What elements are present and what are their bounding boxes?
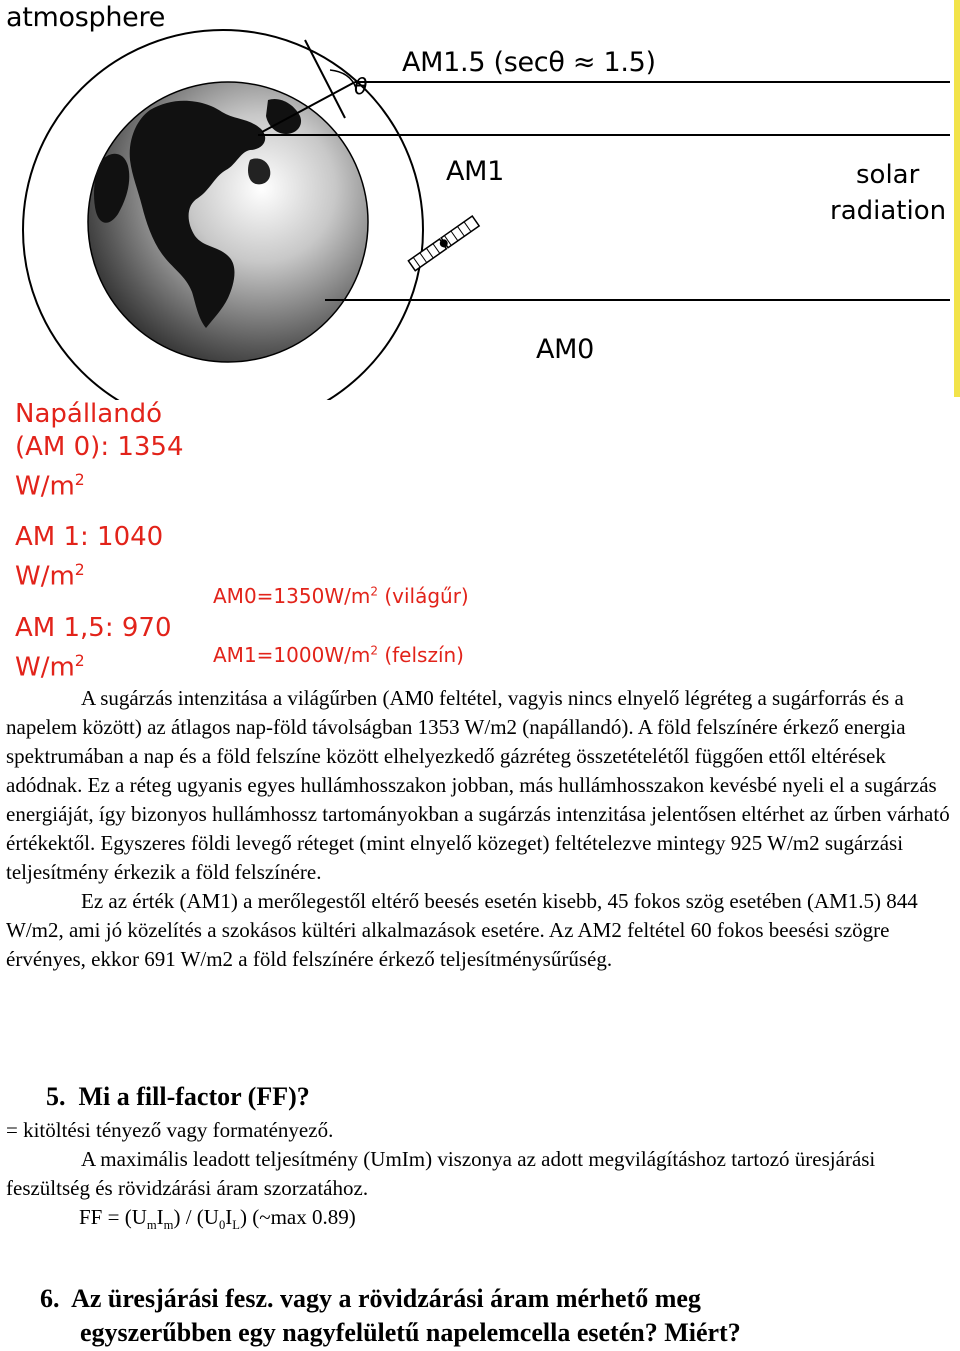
am1-value-block (15, 521, 163, 594)
solar-constant-value: (AM 0): 1354 (15, 432, 184, 462)
radiation-label: radiation (830, 196, 947, 226)
unit-text: $W/m^2$ (15, 652, 85, 683)
fill-factor-formula: FF = $(U_mI_m) / (U_0I_L)$ (~max 0.89) (79, 1205, 356, 1233)
am0-label: AM0 (536, 334, 595, 365)
solar-constant-block (15, 398, 184, 504)
atmosphere-label: atmosphere (6, 2, 166, 33)
satellite-icon (408, 216, 479, 271)
unit-text: $W/m^2$ (15, 561, 85, 592)
am15-label: AM1.5 (secθ ≈ 1.5) (402, 47, 656, 78)
am1-label: AM1 (446, 156, 505, 187)
solar-constant-title: Napállandó (15, 399, 163, 429)
theta-label: θ (354, 75, 368, 100)
fill-factor-explanation: A maximális leadott teljesítmény (UmIm) viszonya az adott megvilágításhoz tartozó üresjárási feszültség és rövidzárási áram szorzatához. (6, 1147, 876, 1200)
am1-formula: $AM1=1000W/m^2$ (felszín) (213, 643, 464, 667)
fill-factor-definition: = kitöltési tényező vagy formatényező. (6, 1118, 334, 1142)
am15-value: AM 1,5: 970 (15, 613, 172, 643)
question-5-heading: 5. Mi a fill-factor (FF)? (46, 1082, 310, 1111)
question-6-heading: 6. Az üresjárási fesz. vagy a rövidzárási áram mérhető meg egyszerűbben egy nagyfelületű napelemcella esetén? Miért? (40, 1284, 741, 1347)
am1-value: AM 1: 1040 (15, 522, 164, 552)
paragraph-1: A sugárzás intenzitása a világűrben (AM0 feltétel, vagyis nincs elnyelő légréteg a sugárforrás és a napelem között) az átlagos nap-föld távolságban 1353 W/m2 (napállandó). A föld felszínére érkező energia spektrumában a nap és a föld felszíne között elhelyezkedő gázréteg összetételétől függően ettől eltérések adódnak. Ez a réteg ugyanis egyes hullámhosszakon jobban, más hullámhosszakon kevésbé nyeli el a sugárzás energiáját, így bizonyos hullámhossz tartományokban a sugárzás intenzitása jelentősen eltérhet az űrben várható értékektől. Egyszeres földi levegő réteget (mint elnyelő közeget) feltételezve mintegy 925 W/m2 sugárzási teljesítmény érkezik a föld felszínére. (6, 686, 950, 884)
body-text (6, 684, 952, 974)
am0-formula: $AM0=1350W/m^2$ (világűr) (213, 584, 469, 608)
unit-text: $W/m^2$ (15, 471, 85, 502)
am15-value-block (15, 612, 171, 685)
solar-label: solar (856, 160, 920, 190)
paragraph-2: Ez az érték (AM1) a merőlegestől eltérő beesés esetén kisebb, 45 fokos szög esetében (AM1.5) 844 W/m2, ami jó közelítés a szokásos kültéri alkalmazások esetére. Az AM2 feltétel 60 fokos beesési szögre érvényes, ekkor 691 W/m2 a föld felszínére érkező teljesítménysűrűség. (6, 889, 918, 971)
question-5-body (6, 1116, 952, 1240)
